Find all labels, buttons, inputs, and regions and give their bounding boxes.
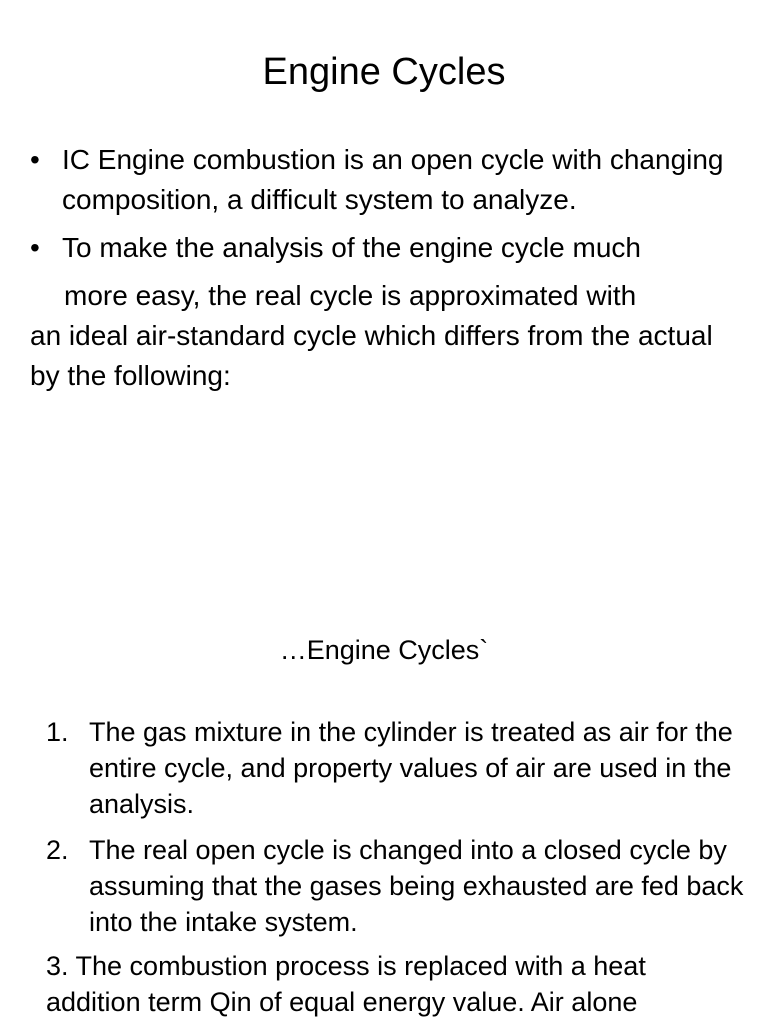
numbered-item [46, 832, 746, 940]
item-number: 2. [46, 835, 69, 865]
bullet-item [30, 228, 730, 268]
slide-2-numbered-list [46, 714, 746, 1020]
item-number: 1. [46, 717, 69, 747]
slide-2 [0, 600, 768, 1024]
slide-1-bullet-list [30, 140, 730, 396]
bullet-text: To make the analysis of the engine cycle much [62, 232, 641, 263]
numbered-item-3: 3. The combustion process is replaced with a heat addition term Qin of equal energy value. Air alone [46, 951, 646, 1017]
slide-1-title: Engine Cycles [262, 51, 506, 93]
item-text: The gas mixture in the cylinder is treated as air for the entire cycle, and property values of air are used in the analysis. [89, 717, 733, 819]
numbered-item [46, 714, 746, 822]
continuation-line-2: an ideal air-standard cycle which differs from the actual by the following: [30, 320, 713, 391]
bullet-dot-icon: • [30, 232, 40, 263]
bullet-text: IC Engine combustion is an open cycle with changing composition, a difficult system to analyze. [62, 144, 724, 215]
slide-2-title: …Engine Cycles` [279, 635, 489, 665]
bullet-item [30, 140, 730, 220]
bullet-continuation [30, 276, 730, 396]
item-text: The real open cycle is changed into a closed cycle by assuming that the gases being exhausted are fed back into the intake system. [89, 835, 744, 937]
bullet-dot-icon: • [30, 144, 40, 175]
continuation-line-1: more easy, the real cycle is approximated with [64, 280, 637, 311]
